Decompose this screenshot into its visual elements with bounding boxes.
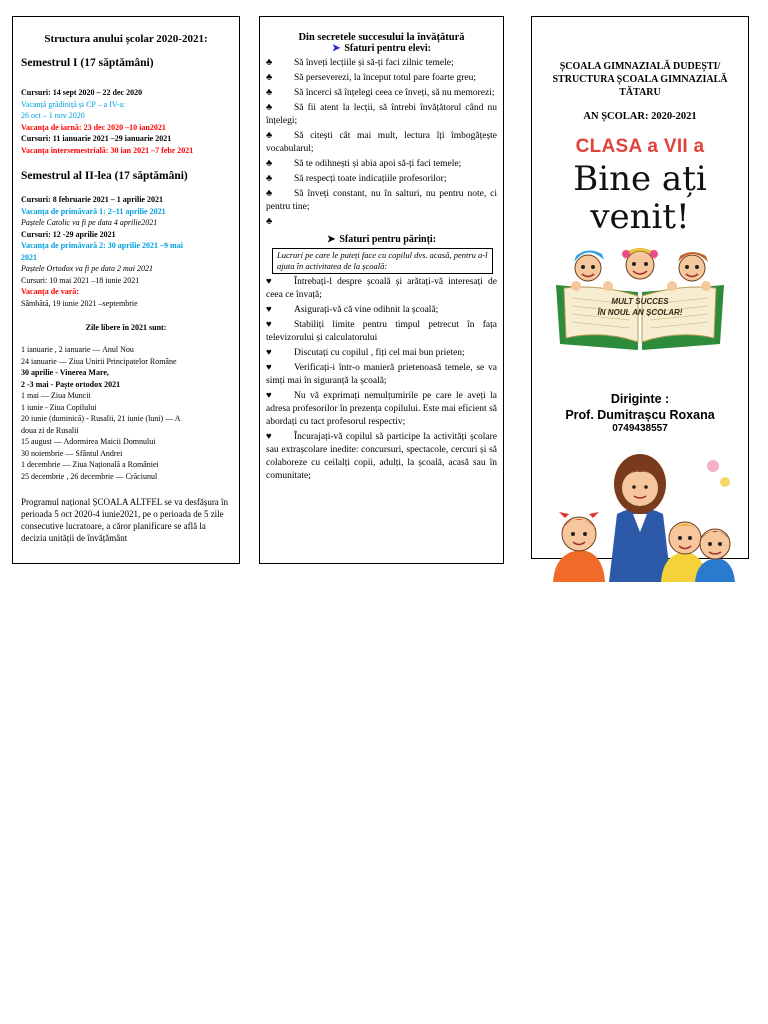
calendar-line: Vacanța de primăvară 1: 2–11 aprilie 2021 (21, 206, 166, 216)
parents-advice-title: ➤ Sfaturi pentru părinți: (326, 234, 437, 245)
class-name: CLASA a VII a (575, 136, 705, 157)
advice-item: ♣ Să înveți lecțiile și să-ți faci zilnic temele; (266, 58, 454, 68)
calendar-line: Cursuri: 8 februarie 2021 – 1 aprilie 2021 (21, 195, 163, 204)
arrow-icon: ➤ (326, 234, 336, 245)
calendar-line: Paștele Catolic va fi pe data 4 aprilie2021 (21, 218, 158, 227)
parents-note-box: Lucruri pe care le puteți face cu copilul dvs. acasă, pentru a-l ajuta în activitatea de la școală: (272, 248, 493, 274)
school-year: AN ȘCOLAR: 2020-2021 (583, 111, 697, 122)
advice-item: ♥ Întrebați-l despre școală și arătați-vă interesați de ceea ce învață; (266, 277, 497, 300)
advice-item: ♣ Să înveți constant, nu în salturi, nu pentru note, ci pentru tine; (266, 189, 497, 212)
advice-item: ♥ Verificați-i într-o manieră prietenoasă temele, se va simți mai în siguranță la școală; (266, 363, 497, 386)
advice-item: ♣ Să te odihnești și abia apoi să-ți faci temele; (266, 159, 462, 169)
club-bullet-icon: ♣ (266, 159, 273, 169)
panel-calendar (12, 16, 240, 564)
holidays-title: Zile libere în 2021 sunt: (85, 323, 167, 332)
students-advice-title: ➤ Sfaturi pentru elevi: (331, 43, 432, 54)
calendar-line: Vacanța intersemestrială: 30 ian 2021 –7 febr 2021 (21, 145, 194, 155)
kid-left (574, 250, 604, 281)
club-bullet-icon: ♣ (266, 58, 273, 68)
calendar-line: Sâmbătă, 19 iunie 2021 –septembrie (21, 298, 138, 308)
advice-item (266, 216, 497, 229)
calendar-line: Vacanța de vară: (21, 287, 79, 296)
club-bullet-icon: ♣ (266, 217, 273, 227)
semester-2-list (21, 194, 231, 309)
advice-item: ♥ Stabiliți limite pentru timpul petrecut în fața televizorului și calculatorului (266, 320, 497, 343)
program-altfel-text: Programul național ȘCOALA ALTFEL se va desfășura în perioada 5 oct 2020-4 iunie2021, pe o perioada de 5 zile consecutive lucratoare, a căror planificare se află la decizia unității de învățământ (21, 497, 229, 543)
club-bullet-icon: ♣ (266, 174, 273, 184)
calendar-line: Cursuri: 10 mai 2021 –18 iunie 2021 (21, 275, 140, 285)
advice-item: ♣ Să citești cât mai mult, lectura îți îmbogățește vocabularul; (266, 131, 497, 154)
calendar-line: 30 noiembrie — Sfântul Andrei (21, 448, 123, 458)
kid-middle (622, 248, 658, 279)
heart-bullet-icon: ♥ (266, 348, 272, 358)
book-text-line2: ÎN NOUL AN ȘCOLAR! (597, 308, 683, 317)
calendar-line: 24 ianuarie — Ziua Unirii Principatelor Române (21, 356, 177, 366)
teacher-phone: 0749438557 (612, 423, 668, 434)
calendar-line: Paștele Ortodox va fi pe data 2 mai 2021 (21, 264, 153, 273)
advice-item: ♥ Încurajați-vă copilul să participe la activități școlare sau extrașcolare inedite: concursuri, spectacole, cercuri și să colaboreze cu ceilalți copii, adulți, la școală, acasă sau în comunitate; (266, 432, 497, 481)
teacher-figure (609, 454, 671, 582)
calendar-title: Structura anului școlar 2020-2021: (44, 33, 208, 45)
holidays-list (21, 344, 231, 482)
calendar-line: 26 oct – 1 nov 2020 (21, 111, 85, 120)
book-text-line1: MULT SUCCES (611, 297, 669, 306)
calendar-line: 25 decembrie , 26 decembrie — Crăciunul (21, 471, 158, 481)
advice-title: Din secretele succesului la învățătură (298, 32, 465, 43)
calendar-line: 1 mai — Ziua Muncii (21, 391, 91, 400)
panel-advice (259, 16, 504, 564)
club-bullet-icon: ♣ (266, 73, 273, 83)
advice-item: ♣ Să respecți toate indicațiile profesorilor; (266, 174, 447, 184)
school-name: ȘCOALA GIMNAZIALĂ DUDEȘTI/ STRUCTURA ȘCOALA GIMNAZIALĂ TĂTARU (552, 61, 728, 98)
heart-bullet-icon: ♥ (266, 391, 272, 401)
calendar-line: Vacanța de primăvară 2: 30 aprilie 2021 –9 mai (21, 241, 183, 250)
advice-item: ♣ Să încerci să înțelegi ceea ce înveți, să nu memorezi; (266, 88, 495, 98)
club-bullet-icon: ♣ (266, 131, 273, 141)
kid-right (678, 252, 708, 281)
calendar-line: Cursuri: 11 ianuarie 2021 –29 ianuarie 2021 (21, 134, 172, 143)
calendar-line: Vacanță grădiniță și CP – a IV-a: (21, 99, 126, 109)
advice-item: ♥ Discutați cu copilul , fiți cel mai bun prieten; (266, 348, 465, 358)
teacher-kids-illustration (545, 442, 735, 582)
heart-bullet-icon: ♥ (266, 432, 272, 442)
calendar-line: 30 aprilie - Vinerea Mare, (21, 368, 109, 377)
heart-bullet-icon: ♥ (266, 320, 272, 330)
semester-1-list (21, 87, 231, 156)
calendar-line: 2 -3 mai - Paște ortodox 2021 (21, 379, 121, 389)
calendar-line: 15 august — Adormirea Maicii Domnului (21, 437, 156, 446)
advice-item: ♥ Asigurați-vă că vine odihnit la școală; (266, 305, 439, 315)
calendar-line: Cursuri: 14 sept 2020 – 22 dec 2020 (21, 88, 143, 97)
heart-bullet-icon: ♥ (266, 277, 272, 287)
parents-advice-list (266, 276, 497, 483)
semester-1-title: Semestrul I (17 săptămâni) (21, 57, 154, 69)
calendar-line: doua zi de Rusalii (21, 425, 79, 435)
teacher-label: Diriginte : (610, 392, 670, 406)
welcome-heading: Bine ați venit! (573, 159, 707, 237)
panel-cover (531, 16, 749, 559)
students-advice-list (266, 57, 497, 229)
arrow-icon: ➤ (331, 43, 341, 54)
heart-bullet-icon: ♥ (266, 305, 272, 315)
calendar-line: Vacanța de iarnă: 23 dec 2020 –10 ian2021 (21, 122, 166, 132)
club-bullet-icon: ♣ (266, 103, 273, 113)
club-bullet-icon: ♣ (266, 88, 273, 98)
calendar-line: 2021 (21, 252, 37, 262)
calendar-line: 1 ianuarie , 2 ianuarie — Anul Nou (21, 345, 134, 354)
calendar-line: 1 iunie - Ziua Copilului (21, 402, 97, 412)
teacher-name: Prof. Dumitrașcu Roxana (565, 408, 715, 422)
advice-item: ♣ Să fii atent la lecții, să întrebi învățătorul când nu înțelegi; (266, 103, 497, 126)
girl-kid (553, 512, 605, 582)
calendar-line: 1 decembrie — Ziua Națională a României (21, 460, 159, 469)
heart-bullet-icon: ♥ (266, 363, 272, 373)
semester-2-title: Semestrul al II-lea (17 săptămâni) (21, 170, 188, 182)
advice-item: ♣ Să perseverezi, la început totul pare foarte greu; (266, 73, 476, 83)
kids-book-illustration (550, 240, 730, 355)
calendar-line: Cursuri: 12 -29 aprilie 2021 (21, 229, 116, 239)
club-bullet-icon: ♣ (266, 189, 273, 199)
calendar-line: 20 iunie (duminică) - Rusalii, 21 iunie (luni) — A (21, 414, 181, 423)
advice-item: ♥ Nu vă exprimați nemulțumirile pe care le aveți la adresa profesorilor în prezența copilului. Este mai eficient să abordați cu tact profesorul respectiv; (266, 391, 497, 427)
